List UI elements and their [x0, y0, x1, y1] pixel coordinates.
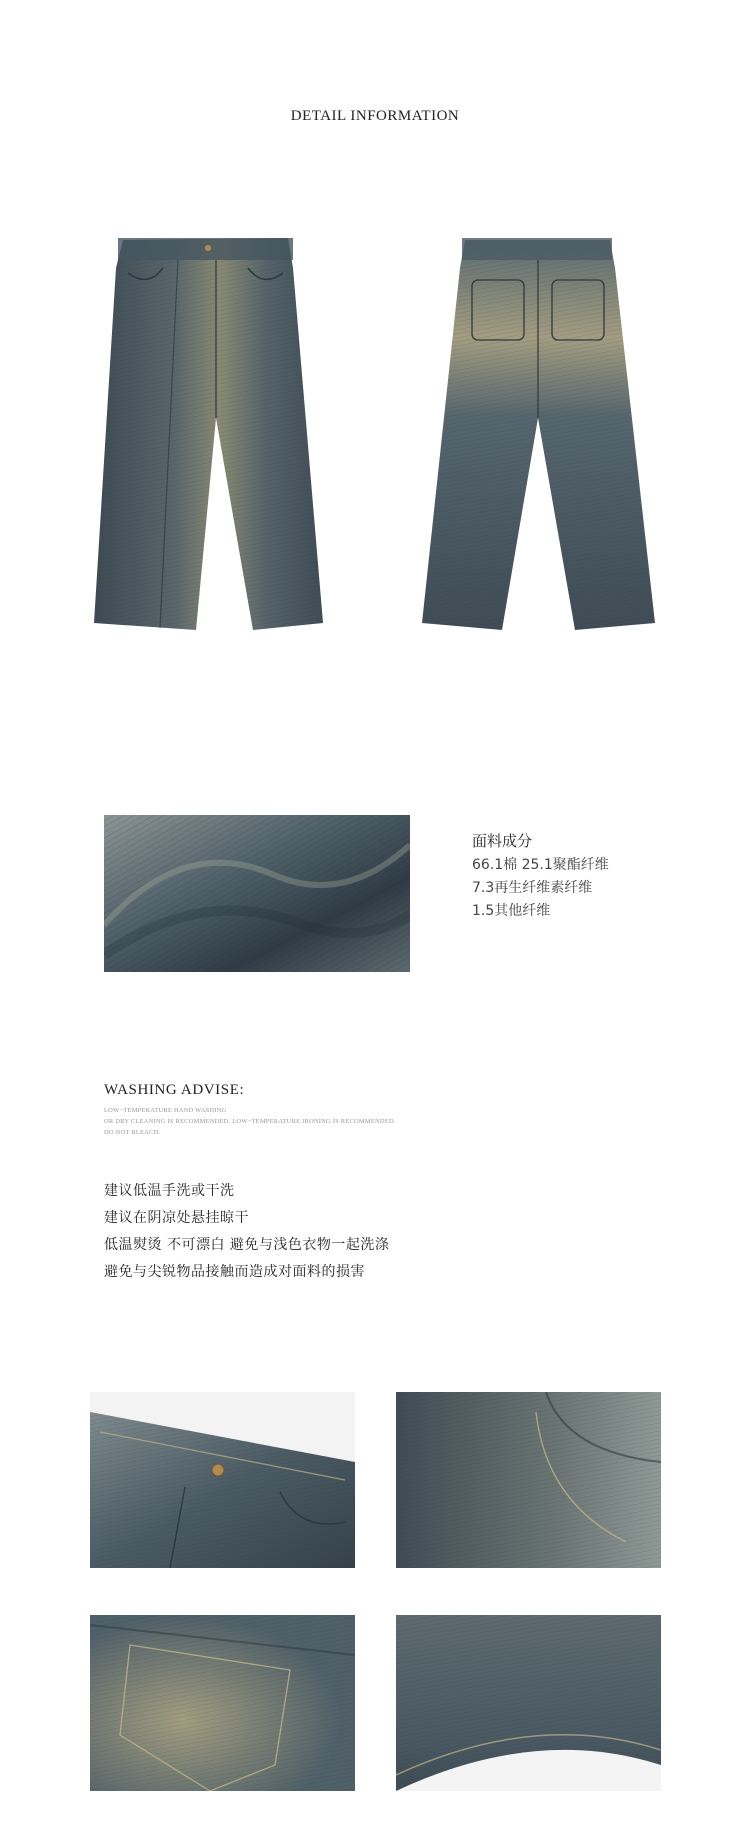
detail-photo-back-pocket: [90, 1615, 355, 1791]
fabric-closeup-photo: [104, 815, 410, 972]
care-instruction: 建议低温手洗或干洗: [104, 1183, 235, 1199]
page-title: DETAIL INFORMATION: [290, 108, 460, 124]
fabric-heading: 面料成分: [472, 832, 533, 850]
washing-subtext: OR DRY CLEANING IS RECOMMENDED. LOW−TEMPERATURE IRONING IS RECOMMENDED.: [104, 1118, 396, 1125]
jeans-back-photo: [410, 228, 670, 658]
jeans-front-photo: [88, 228, 348, 658]
washing-subtext: LOW−TEMPERATURE HAND WASHING: [104, 1107, 227, 1114]
fabric-composition-line: 7.3再生纤维素纤维: [472, 880, 593, 896]
detail-photo-waistband: [90, 1392, 355, 1568]
detail-photo-hem: [396, 1615, 661, 1791]
washing-subtext: DO NOT BLEACH.: [104, 1129, 161, 1136]
care-instruction: 低温熨烫 不可漂白 避免与浅色衣物一起洗涤: [104, 1237, 390, 1253]
care-instruction: 建议在阴凉处悬挂晾干: [104, 1210, 249, 1226]
washing-heading: WASHING ADVISE:: [104, 1082, 245, 1098]
detail-photo-pocket: [396, 1392, 661, 1568]
fabric-composition-line: 66.1棉 25.1聚酯纤维: [472, 857, 609, 873]
fabric-composition-line: 1.5其他纤维: [472, 903, 551, 919]
care-instruction: 避免与尖锐物品接触而造成对面料的损害: [104, 1264, 365, 1280]
